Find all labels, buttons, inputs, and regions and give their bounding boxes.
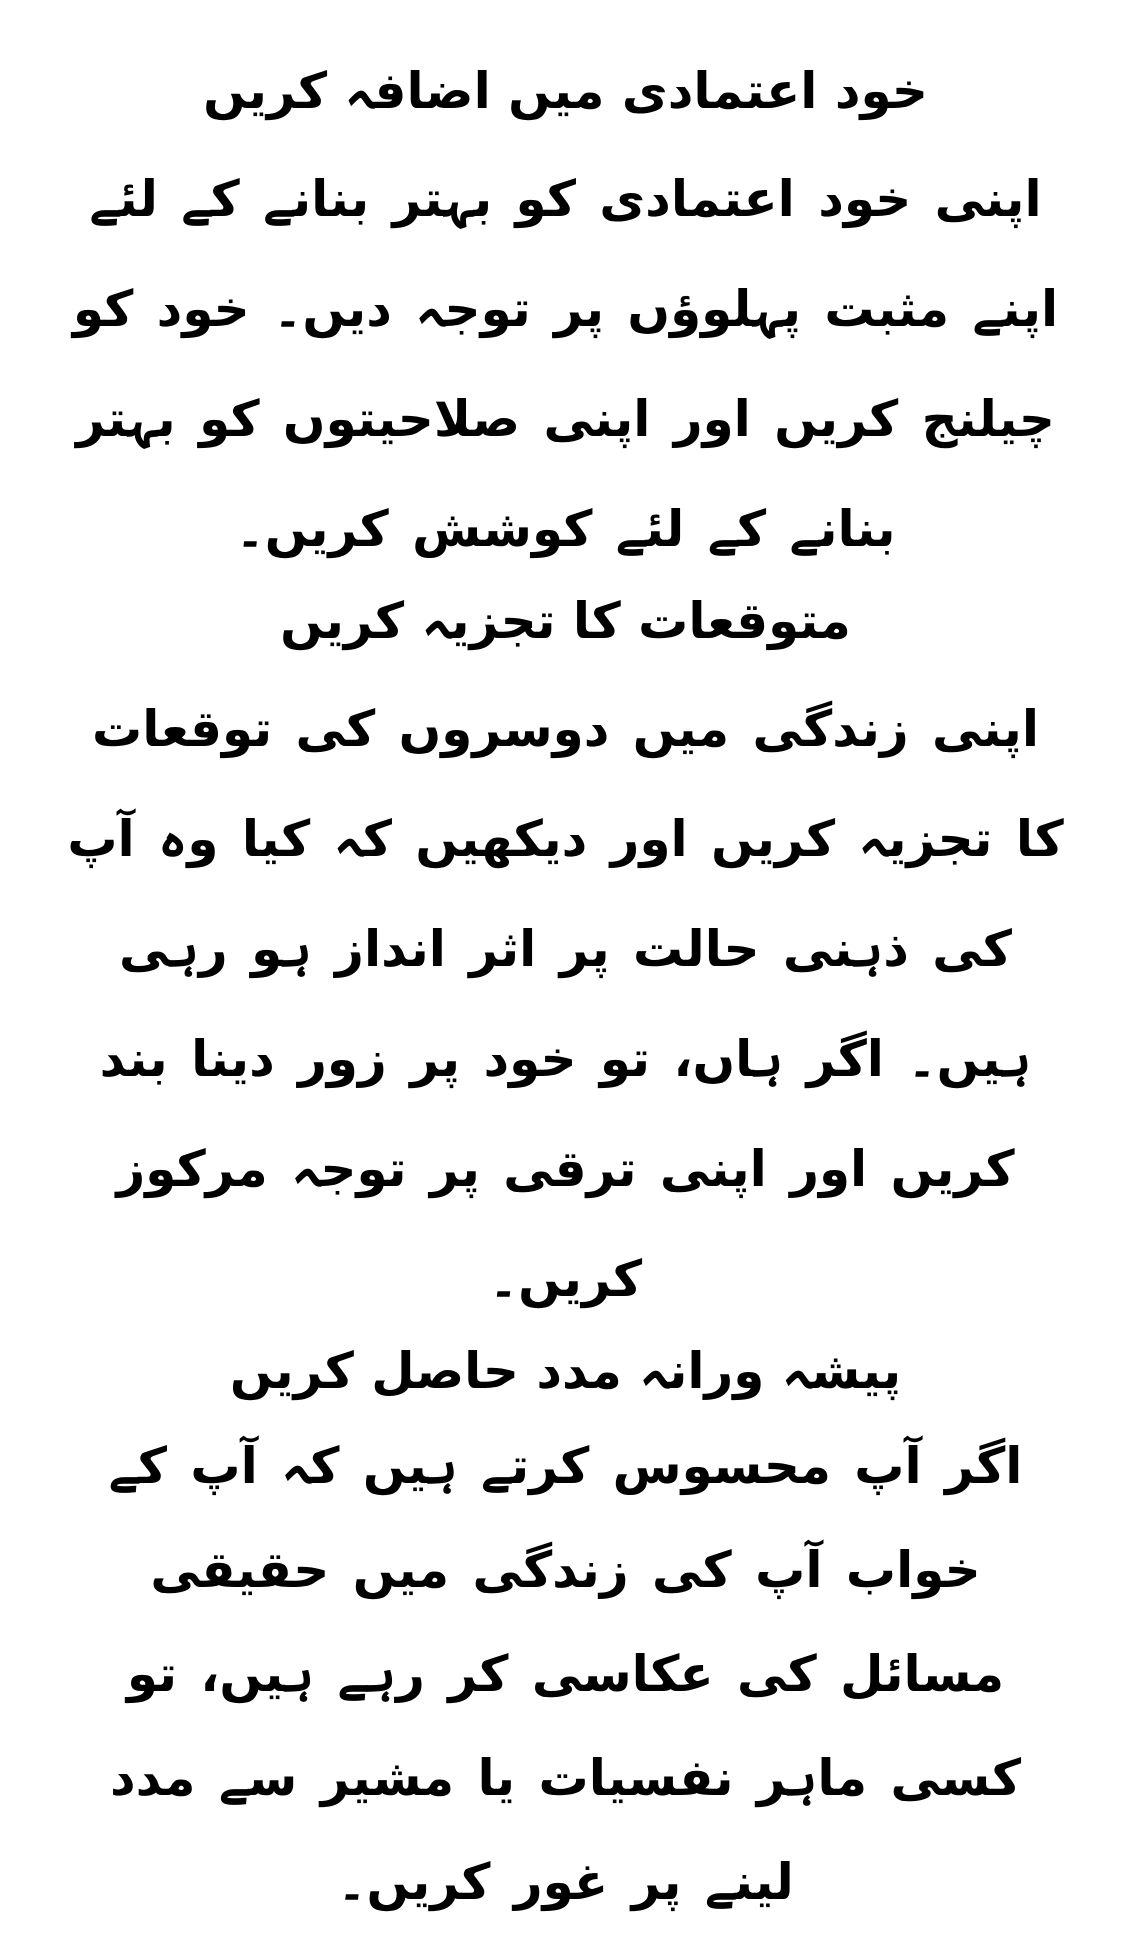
section-paragraph: اپنی خود اعتمادی کو بہتر بنانے کے لئے اپنے مثبت پہلوؤں پر توجہ دیں۔ خود کو چیلنج کریں اور اپنی صلاحیتوں کو بہتر بنانے کے لئے کوشش کریں۔ (72, 170, 1059, 558)
section-heading: متوقعات کا تجزیہ کریں (280, 592, 851, 650)
section-heading: پیشہ ورانہ مدد حاصل کریں (229, 1342, 902, 1400)
section-paragraph: اگر آپ محسوس کرتے ہیں کہ آپ کے خواب آپ کی زندگی میں حقیقی مسائل کی عکاسی کر رہے ہیں، تو کسی ماہر نفسیات یا مشیر سے مدد لینے پر غور کریں۔ (108, 1437, 1023, 1911)
section-heading: خود اعتمادی میں اضافہ کریں (203, 62, 928, 120)
section-self-confidence (60, 56, 1071, 584)
section-expectations-analysis (60, 586, 1071, 1334)
section-paragraph: اپنی زندگی میں دوسروں کی توقعات کا تجزیہ کریں اور دیکھیں کہ کیا وہ آپ کی ذہنی حالت پر اثر انداز ہو رہی ہیں۔ اگر ہاں، تو خود پر زور دینا بند کریں اور اپنی ترقی پر توجہ مرکوز کریں۔ (67, 700, 1064, 1308)
section-professional-help (60, 1336, 1071, 1934)
